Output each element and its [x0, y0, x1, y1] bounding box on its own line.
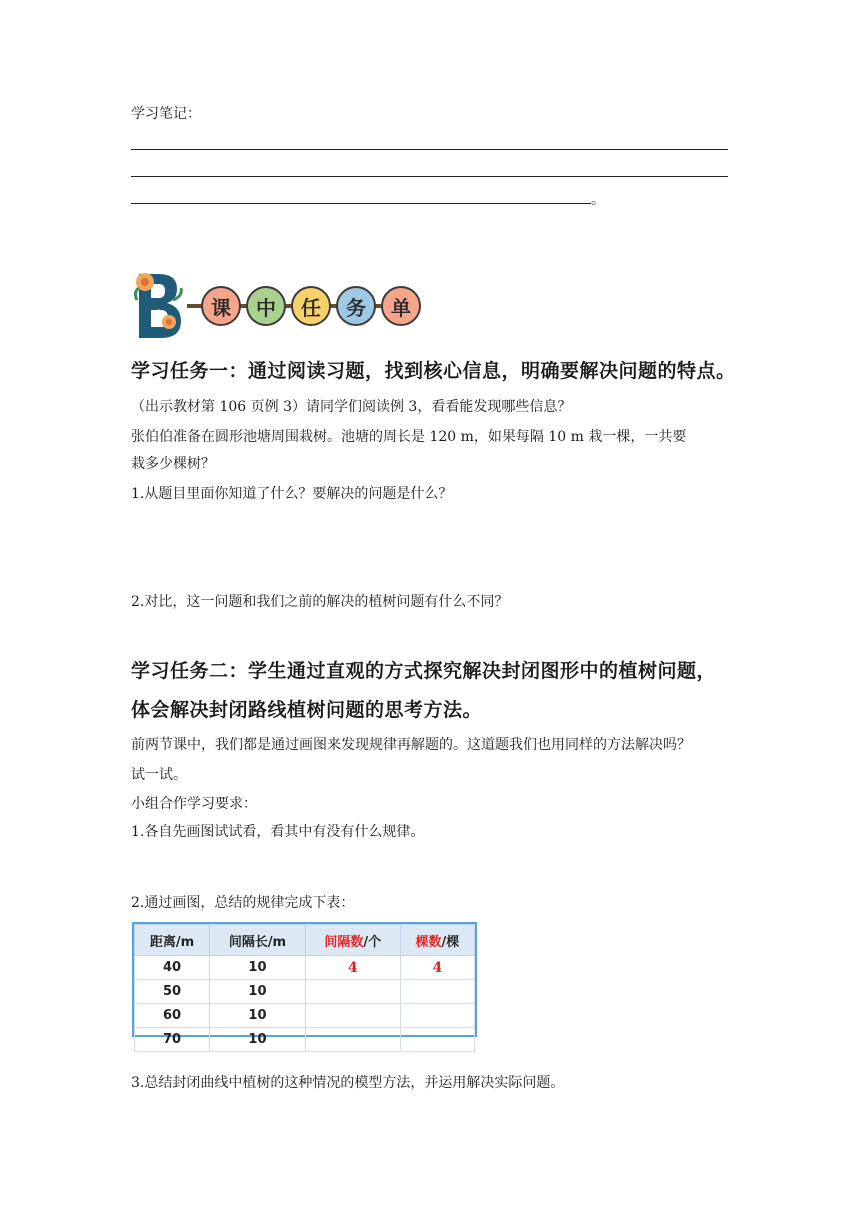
- lesson-banner: [133, 270, 433, 342]
- cell-count[interactable]: [305, 980, 400, 1004]
- task2-requirement-3: 3.总结封闭曲线中植树的这种情况的模型方法，并运用解决实际问题。: [131, 1075, 565, 1091]
- cell-interval: 10: [210, 956, 306, 980]
- cell-trees[interactable]: [400, 1004, 474, 1028]
- banner-char-4: 务: [336, 286, 376, 326]
- notes-end-mark: 。: [591, 192, 605, 208]
- table-row: [135, 980, 475, 1004]
- cell-count[interactable]: [305, 1004, 400, 1028]
- header-distance: 距离/m: [135, 925, 210, 956]
- banner-char-3: 任: [291, 286, 331, 326]
- task2-para-line1: 前两节课中，我们都是通过画图来发现规律再解题的。这道题我们也用同样的方法解决吗？: [131, 737, 691, 753]
- cell-distance: 60: [135, 1004, 210, 1028]
- cell-trees[interactable]: [400, 1028, 474, 1052]
- table-row: [135, 1004, 475, 1028]
- header-interval: 间隔长/m: [210, 925, 306, 956]
- notes-line-1[interactable]: [131, 149, 728, 150]
- notes-line-3[interactable]: [131, 203, 591, 204]
- banner-char-2: 中: [246, 286, 286, 326]
- cell-count[interactable]: [305, 1028, 400, 1052]
- task2-requirement-1: 1.各自先画图试试看，看其中有没有什么规律。: [131, 824, 425, 840]
- header-trees: 棵数/棵: [400, 925, 474, 956]
- cell-interval: 10: [210, 1028, 306, 1052]
- task2-title-line1: 学习任务二：学生通过直观的方式探究解决封闭图形中的植树问题，: [131, 660, 717, 682]
- task1-problem-line2: 栽多少棵树？: [131, 456, 215, 472]
- task2-requirement-2: 2.通过画图，总结的规律完成下表：: [131, 895, 355, 911]
- task2-requirements-label: 小组合作学习要求：: [131, 796, 257, 812]
- banner-char-5: 单: [381, 286, 421, 326]
- svg-text:B: B: [156, 309, 162, 316]
- task1-title: 学习任务一：通过阅读习题，找到核心信息，明确要解决问题的特点。: [131, 360, 736, 382]
- table-row: [135, 1028, 475, 1052]
- task1-question-2: 2.对比，这一问题和我们之前的解决的植树问题有什么不同？: [131, 594, 509, 610]
- cell-distance: 70: [135, 1028, 210, 1052]
- task1-intro: （出示教材第 106 页例 3）请同学们阅读例 3，看看能发现哪些信息？: [131, 399, 572, 415]
- notes-line-2[interactable]: [131, 176, 728, 177]
- task1-problem-line1: 张伯伯准备在圆形池塘周围栽树。池塘的周长是 120 m，如果每隔 10 m 栽一棵，一共要: [131, 429, 687, 445]
- cell-interval: 10: [210, 980, 306, 1004]
- task2-title-line2: 体会解决封闭路线植树问题的思考方法。: [131, 699, 483, 721]
- banner-char-1: 课: [201, 286, 241, 326]
- cell-distance: 50: [135, 980, 210, 1004]
- cell-interval: 10: [210, 1004, 306, 1028]
- table-header-row: [135, 925, 475, 956]
- cell-trees[interactable]: [400, 980, 474, 1004]
- cell-distance: 40: [135, 956, 210, 980]
- task1-question-1: 1.从题目里面你知道了什么？要解决的问题是什么？: [131, 486, 453, 502]
- table-row: [135, 956, 475, 980]
- cell-count[interactable]: 4: [305, 956, 400, 980]
- pattern-table: [132, 922, 477, 1047]
- header-count: 间隔数/个: [305, 925, 400, 956]
- notes-label: 学习笔记：: [131, 106, 201, 122]
- flower-b-logo: [133, 270, 185, 340]
- cell-trees[interactable]: 4: [400, 956, 474, 980]
- task2-para-line2: 试一试。: [131, 767, 187, 783]
